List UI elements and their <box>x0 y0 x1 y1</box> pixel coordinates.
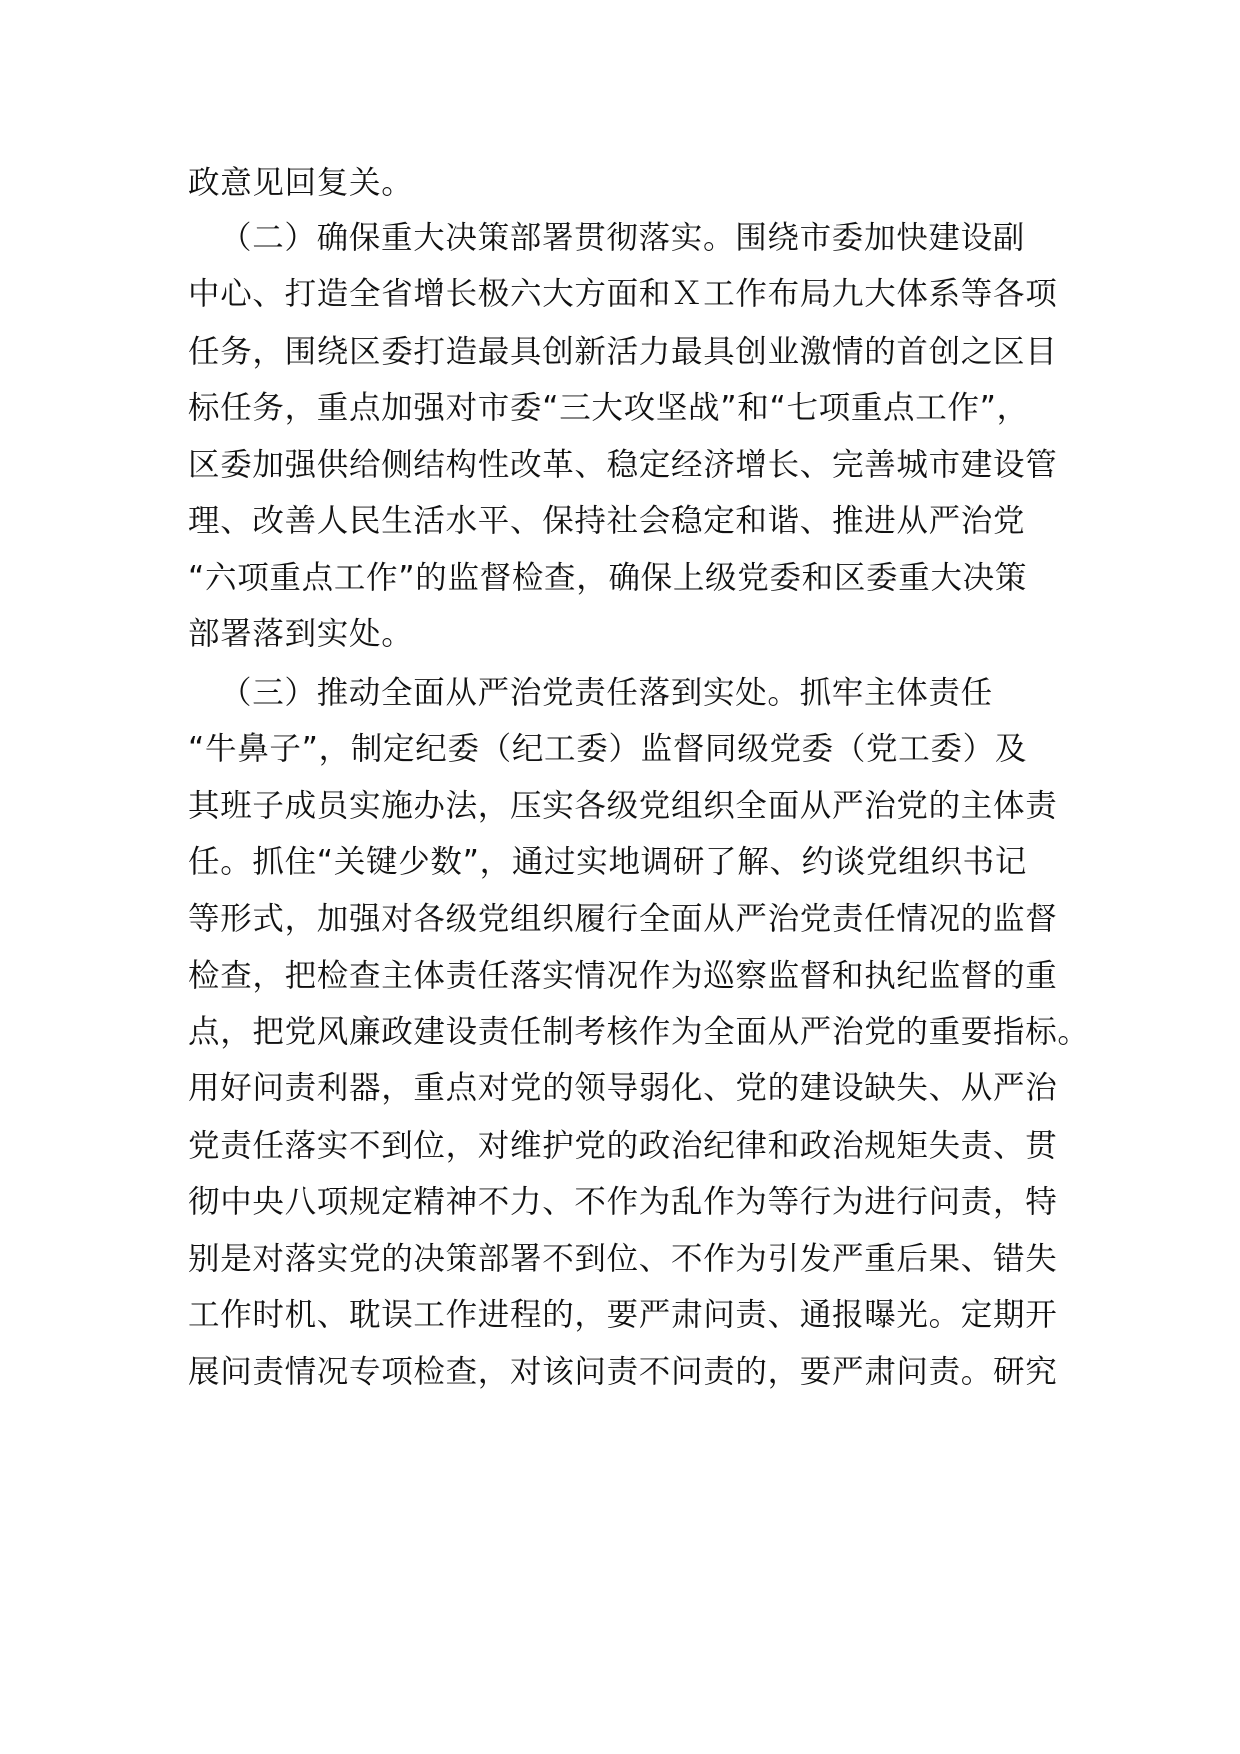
text-line: 展问责情况专项检查，对该问责不问责的，要严肃问责。研究 <box>188 1354 1058 1390</box>
text-line: 部署落到实处。 <box>188 616 414 652</box>
text-line: 区委加强供给侧结构性改革、稳定经济增长、完善城市建设管 <box>188 447 1058 483</box>
section-heading-line: （三）推动全面从严治党责任落到实处。抓牢主体责任 <box>220 675 993 711</box>
text-line: “六项重点工作”的监督检查，确保上级党委和区委重大决策 <box>188 560 1028 596</box>
text-line: 用好问责利器，重点对党的领导弱化、党的建设缺失、从严治 <box>188 1070 1058 1106</box>
text-line: 中心、打造全省增长极六大方面和Ｘ工作布局九大体系等各项 <box>188 276 1058 312</box>
text-line: 标任务，重点加强对市委“三大攻坚战”和“七项重点工作”， <box>188 390 1029 426</box>
text-line: 理、改善人民生活水平、保持社会稳定和谐、推进从严治党 <box>188 503 1026 539</box>
text-line: 点，把党风廉政建设责任制考核作为全面从严治党的重要指标。 <box>188 1014 1090 1050</box>
text-line: 其班子成员实施办法，压实各级党组织全面从严治党的主体责 <box>188 788 1058 824</box>
text-line: “牛鼻子”，制定纪委（纪工委）监督同级党委（党工委）及 <box>188 731 1028 767</box>
text-line: 任务，围绕区委打造最具创新活力最具创业激情的首创之区目 <box>188 334 1058 370</box>
text-line: 政意见回复关。 <box>188 165 414 201</box>
text-line: 检查，把检查主体责任落实情况作为巡察监督和执纪监督的重 <box>188 958 1058 994</box>
text-line: 党责任落实不到位，对维护党的政治纪律和政治规矩失责、贯 <box>188 1128 1058 1164</box>
section-heading-line: （二）确保重大决策部署贯彻落实。围绕市委加快建设副 <box>220 220 1026 256</box>
text-line: 任。抓住“关键少数”，通过实地调研了解、约谈党组织书记 <box>188 844 1028 880</box>
text-line: 别是对落实党的决策部署不到位、不作为引发严重后果、错失 <box>188 1241 1058 1277</box>
text-line: 彻中央八项规定精神不力、不作为乱作为等行为进行问责，特 <box>188 1184 1058 1220</box>
text-line: 等形式，加强对各级党组织履行全面从严治党责任情况的监督 <box>188 901 1058 937</box>
text-line: 工作时机、耽误工作进程的，要严肃问责、通报曝光。定期开 <box>188 1297 1058 1333</box>
